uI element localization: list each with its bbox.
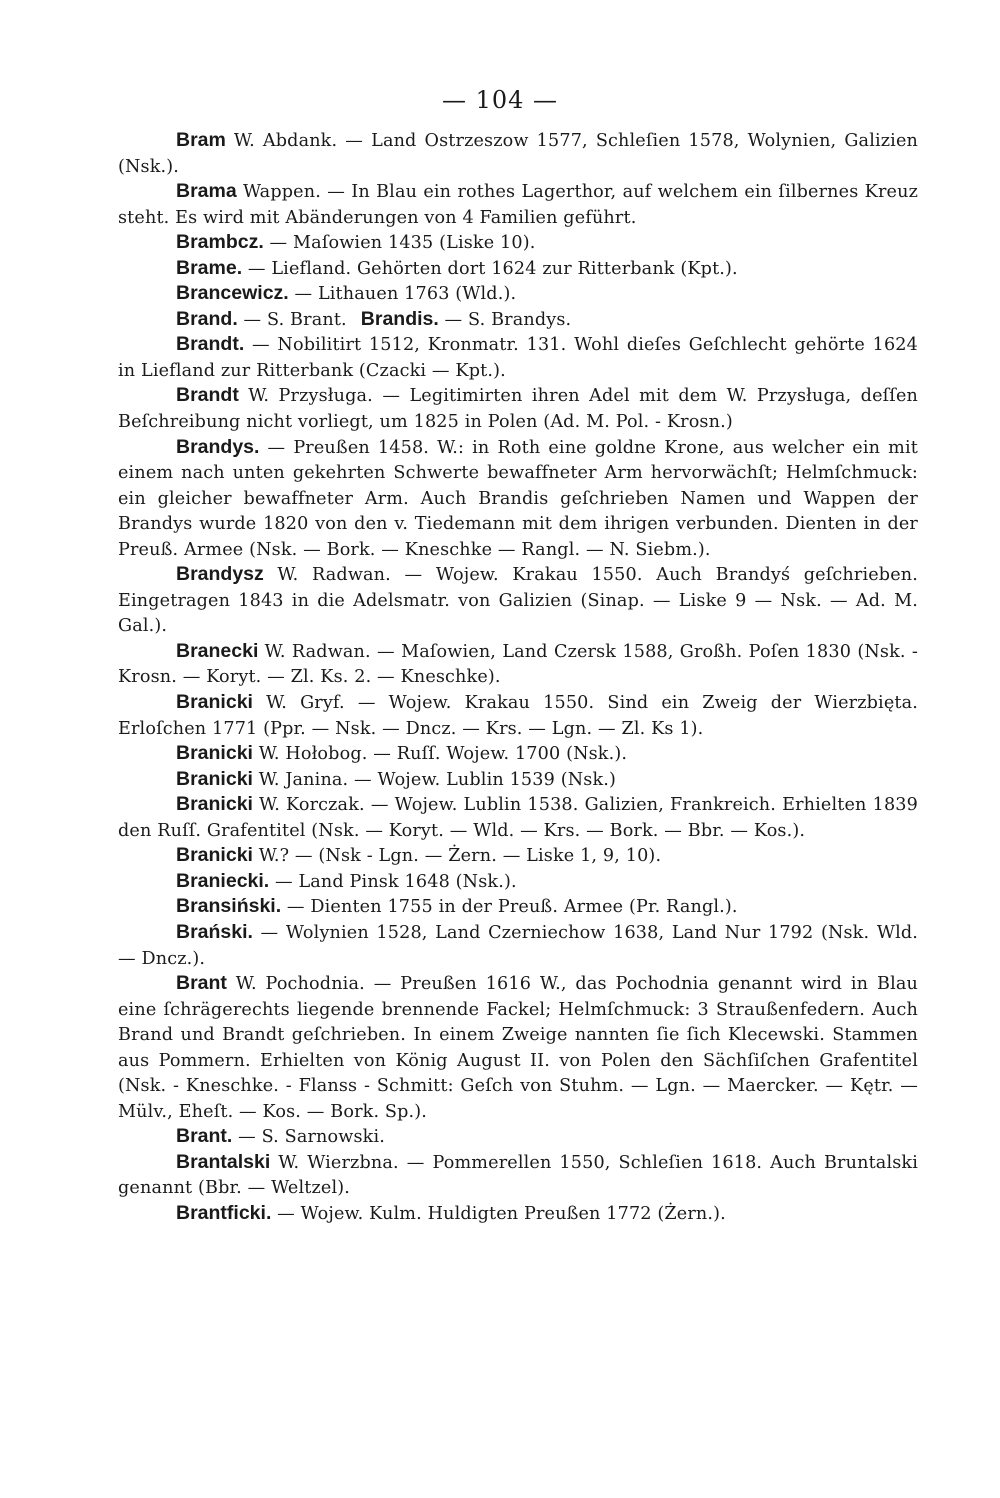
entry-braniecki: [118, 869, 918, 895]
entry-text: W. Gryf. — Wojew. Krakau 1550. Sind ein Zweig der Wierzbięta. Erloſchen 1771 (Ppr. — Nsk. — Dncz. — Krs. — Lgn. — Zl. Ks 1).: [118, 693, 918, 739]
entry-head: Branicki: [176, 767, 253, 790]
entry-text: W. Wierzbna. — Pommerellen 1550, Schleſien 1618. Auch Bruntalski genannt (Bbr. — Weltzel).: [118, 1152, 918, 1199]
entry-brandysz: [118, 562, 918, 639]
entry-text: — Wojew. Kulm. Huldigten Preußen 1772 (Żern.).: [271, 1203, 726, 1224]
entry-head: Brandt.: [176, 333, 245, 356]
entry-head: Braniecki.: [176, 869, 270, 892]
entry-brambcz: [118, 230, 918, 256]
entry-text: — Wolynien 1528, Land Czerniechow 1638, Land Nur 1792 (Nsk. Wld. — Dncz.).: [118, 922, 918, 969]
entry-text: W. Pochodnia. — Preußen 1616 W., das Pochodnia genannt wird in Blau eine ſchrägerechts liegende brennende Fackel; Helmſchmuck: 3 Straußenfedern. Auch Brand und Brandt geſchrieben. In einem Zweige nannten ſie ſich Klecewski. Stammen aus Pommern. Erhielten von König August II. von Polen den Sächſiſchen Grafentitel (Nsk. - Kneschke. - Flanss - Schmitt: Geſch von Stuhm. — Lgn. — Maercker. — Kętr. — Mülv., Eheſt. — Kos. — Bork. Sp.).: [118, 974, 918, 1122]
entry-head: Brantficki.: [176, 1201, 272, 1224]
entry-brame: [118, 256, 918, 282]
entry-text-second: — S. Brandys.: [438, 309, 572, 330]
entry-branicki-korczak: [118, 792, 918, 843]
entry-brant-pochodnia: [118, 971, 918, 1124]
entry-bram: [118, 128, 918, 179]
entry-text: — Dienten 1755 in der Preuß. Armee (Pr. Rangl.).: [281, 897, 738, 918]
entry-head: Branicki: [176, 793, 253, 816]
entry-text: — Land Pinsk 1648 (Nsk.).: [269, 871, 517, 892]
entry-text: W. Abdank. — Land Ostrzeszow 1577, Schleſien 1578, Wolynien, Galizien (Nsk.).: [118, 131, 918, 177]
entry-text: — Nobilitirt 1512, Kronmatr. 131. Wohl dieſes Geſchlecht gehörte 1624 in Liefland zur Ritterbank (Czacki — Kpt.).: [118, 335, 918, 381]
entry-text: — S. Sarnowski.: [232, 1127, 385, 1148]
entry-head: Branicki: [176, 742, 253, 765]
entry-text: W. Korczak. — Wojew. Lublin 1538. Galizien, Frankreich. Erhielten 1839 den Ruſſ. Grafentitel (Nsk. — Koryt. — Wld. — Krs. — Bork. — Bbr. — Kos.).: [118, 795, 918, 841]
entry-head: Branicki: [176, 691, 253, 714]
entry-text: W. Hołobog. — Ruſſ. Wojew. 1700 (Nsk.).: [252, 744, 628, 765]
entries-column: [118, 128, 918, 1227]
entry-head: Bransiński.: [176, 895, 282, 918]
entry-head: Brambcz.: [176, 231, 264, 254]
entry-text: W. Radwan. — Maſowien, Land Czersk 1588, Großh. Poſen 1830 (Nsk. - Krosn. — Koryt. — Zl. Ks. 2. — Kneschke).: [118, 641, 918, 688]
entry-branicki-janina: [118, 767, 918, 793]
entry-text: — S. Brant.: [237, 309, 347, 330]
entry-brama: [118, 179, 918, 230]
entry-text: W. Radwan. — Wojew. Krakau 1550. Auch Brandyś geſchrieben. Eingetragen 1843 in die Adelsmatr. von Galizien (Sinap. — Liske 9 — Nsk. — Ad. M. Gal.).: [118, 565, 918, 637]
entry-head: Brand.: [176, 307, 238, 330]
entry-head: Brandys.: [176, 435, 260, 458]
entry-head-second: Brandis.: [360, 307, 439, 330]
entry-head: Brański.: [176, 920, 253, 943]
entry-brancewicz: [118, 281, 918, 307]
entry-brandt-przysluga: [118, 383, 918, 434]
entry-head: Brant: [176, 972, 227, 995]
entry-text: W. Przysługa. — Legitimirten ihren Adel mit dem W. Przysługa, deſſen Beſchreibung nicht vorliegt, um 1825 in Polen (Ad. M. Pol. - Krosn.): [118, 386, 918, 433]
entry-head: Brame.: [176, 256, 243, 279]
entry-text: Wappen. — In Blau ein rothes Lagerthor, auf welchem ein ſilbernes Kreuz steht. Es wird mit Abänderungen von 4 Familien geführt.: [118, 182, 918, 228]
entry-brand-brandis: [118, 307, 918, 333]
entry-text: — Maſowien 1435 (Liske 10).: [263, 233, 536, 254]
entry-text: — Lithauen 1763 (Wld.).: [288, 284, 517, 305]
entry-branski: [118, 920, 918, 971]
entry-brant-sarnowski: [118, 1124, 918, 1150]
entry-head: Brancewicz.: [176, 282, 289, 305]
entry-branecki: [118, 639, 918, 690]
entry-branicki-unknown: [118, 843, 918, 869]
entry-text: — Liefland. Gehörten dort 1624 zur Ritterbank (Kpt.).: [242, 258, 738, 279]
entry-head: Brant.: [176, 1125, 233, 1148]
entry-head: Branicki: [176, 844, 253, 867]
entry-bransinski: [118, 894, 918, 920]
entry-head: Brama: [176, 180, 237, 203]
entry-head: Brandt: [176, 384, 239, 407]
entry-head: Brantalski: [176, 1150, 271, 1173]
entry-text: W.? — (Nsk - Lgn. — Żern. — Liske 1, 9, 10).: [252, 846, 662, 867]
entry-branicki-holobog: [118, 741, 918, 767]
entry-brandt: [118, 332, 918, 383]
page-number: — 104 —: [441, 86, 559, 114]
entry-text: W. Janina. — Wojew. Lublin 1539 (Nsk.): [252, 769, 617, 790]
entry-brantficki: [118, 1201, 918, 1227]
entry-head: Brandysz: [176, 563, 264, 586]
entry-text: — Preußen 1458. W.: in Roth eine goldne Krone, aus welcher ein mit einem nach unten gekehrten Schwerte bewaffneter Arm hervorwächſt; Helmſchmuck: ein gleicher bewaffneter Arm. Auch Brandis geſchrieben Namen und Wappen der Brandys wurde 1820 von den v. Tiedemann mit dem ihrigen verbunden. Dienten in der Preuß. Armee (Nsk. — Bork. — Kneschke — Rangl. — N. Siebm.).: [118, 437, 918, 560]
entry-brantalski: [118, 1150, 918, 1201]
entry-brandys: [118, 435, 918, 563]
entry-head: Bram: [176, 129, 226, 151]
entry-branicki-gryf: [118, 690, 918, 741]
entry-head: Branecki: [176, 639, 259, 662]
